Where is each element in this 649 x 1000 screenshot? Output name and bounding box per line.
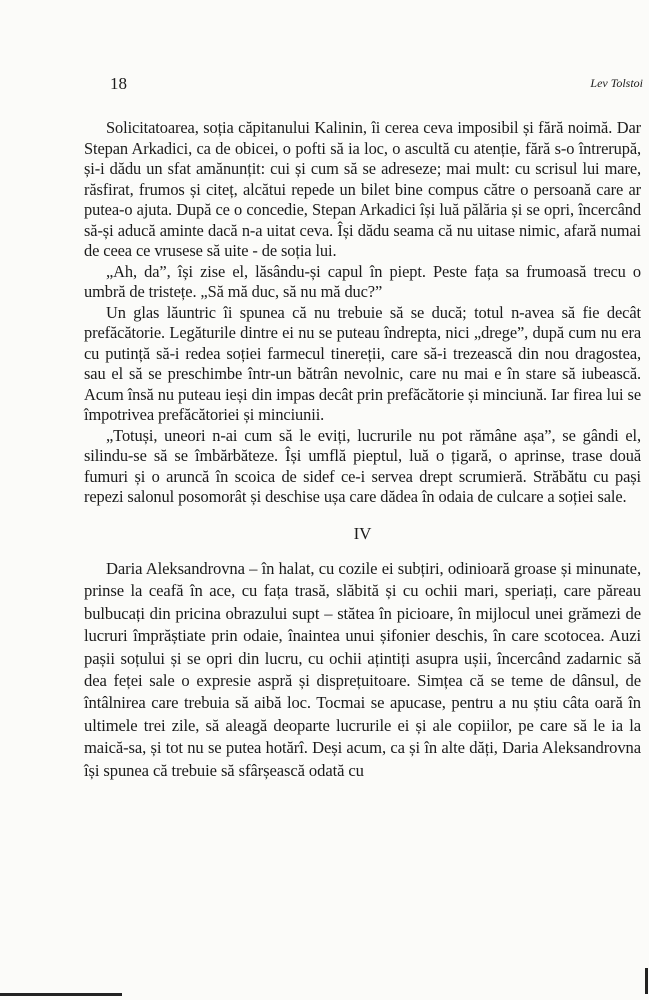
paragraph: „Ah, da”, își zise el, lăsându-și capul în piept. Peste fața sa frumoasă trecu o umbră de tristețe. „Să mă duc, să nu mă duc?”: [84, 261, 641, 301]
chapter-text: [84, 558, 641, 782]
body-text: [84, 118, 641, 782]
scan-edge-mark-right: [645, 968, 648, 994]
paragraph: Un glas lăuntric îi spunea că nu trebuie să se ducă; totul n-avea să fie decât prefăcătorie. Legăturile dintre ei nu se puteau îndrepta, nici „drege”, după cum nu era cu putință să-i redea soției farmecul tinereții, care să-i trezească din nou dragostea, sau el să se preschimbe într-un bătrân nevolnic, care nu mai e în stare să iubească. Acum însă nu puteau ieși din impas decât prin prefăcătorie și minciună. Iar firea lui se împotrivea prefăcătoriei și minciunii.: [84, 302, 641, 424]
page-number: 18: [110, 74, 127, 93]
chapter-heading: IV: [353, 523, 372, 543]
page-header: [0, 74, 649, 98]
paragraph: „Totuși, uneori n-ai cum să le eviți, lucrurile nu pot rămâne așa”, se gândi el, silindu-se să se îmbărbăteze. Își umflă pieptul, luă o țigară, o aprinse, trase două fumuri și o aruncă în scoica de sidef ce-i servea drept scrumieră. Străbătu cu pași repezi salonul posomorât și deschise ușa care dădea în odaia de culcare a soției sale.: [84, 425, 641, 506]
paragraph: Solicitatoarea, soția căpitanului Kalinin, îi cerea ceva imposibil și fără noimă. Dar Stepan Arkadici, ca de obicei, o pofti să ia loc, o ascultă cu atenție, fără s-o întrerupă, și-i dădu un sfat amănunțit: cui și cum să se adreseze; mai mult: cu scrisul lui mare, răsfirat, frumos și citeț, alcătui repede un bilet bine compus către o persoană care ar putea-o ajuta. După ce o concedie, Stepan Arkadici își luă pălăria și se opri, încercând să-și aducă aminte dacă n-a uitat ceva. Își dădu seama că nu uitase nimic, afară numai de ceea ce vrusese să uite - de soția lui.: [84, 118, 641, 260]
scan-edge-mark: [0, 993, 122, 996]
running-head: Lev Tolstoi: [590, 76, 643, 90]
paragraph: Daria Aleksandrovna – în halat, cu cozile ei subțiri, odinioară groase și minunate, prinse la ceafă în ace, cu fața trasă, slăbită și cu ochii mari, speriați, care păreau bulbucați din pricina obrazului supt – stătea în picioare, în mijlocul unei grămezi de lucruri împrăștiate prin odaie, înaintea unui șifonier deschis, în care scotocea. Auzi pașii soțului și se opri din lucru, cu ochii ațintiți asupra ușii, încercând zadarnic să dea feței sale o expresie aspră și disprețuitoare. Simțea că se teme de dânsul, de întâlnirea care trebuia să aibă loc. Tocmai se apucase, pentru a nu știu câta oară în ultimele trei zile, să aleagă deoparte lucrurile ei și ale copiilor, pe care să le ia la maică-sa, și tot nu se putea hotărî. Deși acum, ca și în alte dăți, Daria Aleksandrovna își spunea că trebuie să sfârșească odată cu: [84, 559, 641, 780]
